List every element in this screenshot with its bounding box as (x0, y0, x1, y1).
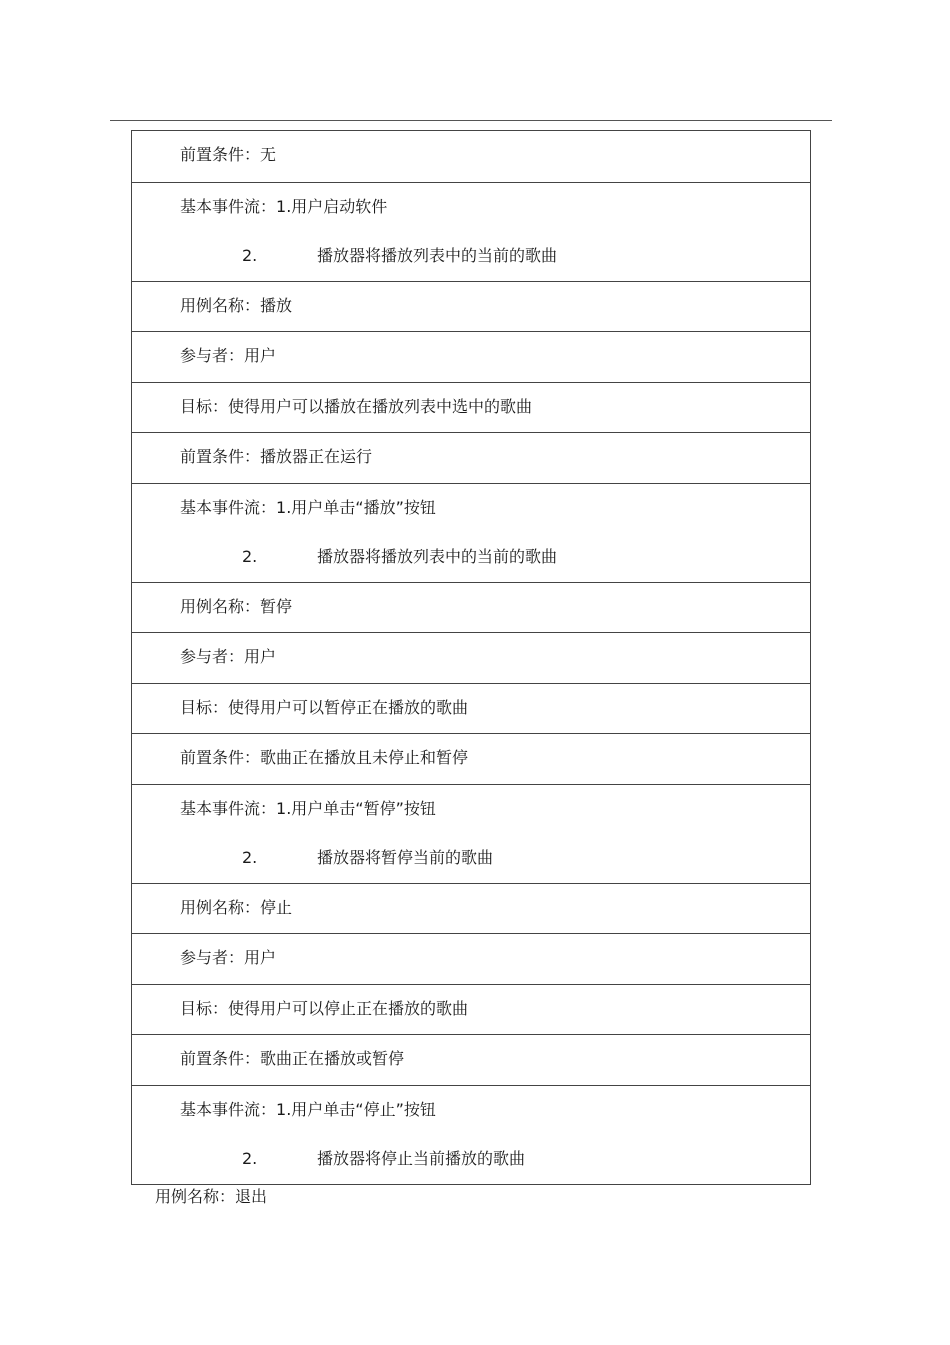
row-label: 基本事件流： (180, 798, 277, 818)
flow-step-number: 2. (242, 1148, 258, 1168)
row-label: 目标： (180, 697, 229, 717)
row-value: 使得用户可以停止正在播放的歌曲 (228, 998, 469, 1018)
basic-flow-row (132, 1085, 810, 1184)
row-label: 用例名称： (180, 596, 261, 616)
row-value: 使得用户可以暂停正在播放的歌曲 (228, 697, 469, 717)
goal-row (132, 683, 810, 734)
flow-step-number: 2. (242, 245, 258, 265)
flow-step-2: 播放器将播放列表中的当前的歌曲 (317, 245, 558, 265)
row-label: 参与者： (180, 948, 245, 967)
row-label: 用例名称： (155, 1187, 236, 1206)
actor-row (132, 632, 810, 683)
row-label: 参与者： (180, 346, 245, 365)
flow-step-1: 1.用户启动软件 (276, 196, 388, 216)
flow-step-number: 2. (242, 546, 258, 566)
row-value: 用户 (244, 647, 277, 666)
actor-row (132, 933, 810, 984)
basic-flow-row (132, 182, 810, 281)
row-value: 用户 (244, 948, 277, 967)
actor-row (132, 331, 810, 382)
header-rule (110, 120, 832, 121)
goal-row (132, 382, 810, 433)
row-label: 参与者： (180, 647, 245, 666)
row-value: 退出 (235, 1187, 268, 1206)
row-label: 前置条件： (180, 1049, 261, 1068)
usecase-name-row (132, 883, 810, 934)
precondition-row (132, 1034, 810, 1085)
row-label: 前置条件： (180, 447, 261, 466)
row-value: 播放 (260, 295, 293, 315)
flow-step-2: 播放器将暂停当前的歌曲 (317, 847, 494, 867)
precondition-row (132, 432, 810, 483)
row-value: 暂停 (260, 596, 293, 616)
basic-flow-row (132, 784, 810, 883)
row-label: 用例名称： (180, 897, 261, 917)
usecase-name-row (132, 281, 810, 332)
row-value: 停止 (260, 897, 293, 917)
row-value: 无 (260, 145, 277, 164)
row-value: 歌曲正在播放或暂停 (260, 1049, 405, 1068)
row-label: 基本事件流： (180, 497, 277, 517)
row-label: 前置条件： (180, 145, 261, 164)
row-label: 用例名称： (180, 295, 261, 315)
row-label: 基本事件流： (180, 196, 277, 216)
row-label: 目标： (180, 396, 229, 416)
row-value: 播放器正在运行 (260, 447, 373, 466)
goal-row (132, 984, 810, 1035)
row-value: 使得用户可以播放在播放列表中选中的歌曲 (228, 396, 533, 416)
flow-step-1: 1.用户单击“暂停”按钮 (276, 798, 436, 818)
precondition-row (132, 733, 810, 784)
row-label: 前置条件： (180, 748, 261, 767)
usecase-name-row (132, 582, 810, 633)
row-label: 目标： (180, 998, 229, 1018)
row-label: 基本事件流： (180, 1099, 277, 1119)
flow-step-2: 播放器将停止当前播放的歌曲 (317, 1148, 526, 1168)
flow-step-number: 2. (242, 847, 258, 867)
usecase-name-trailing (155, 1186, 267, 1208)
flow-step-1: 1.用户单击“播放”按钮 (276, 497, 436, 517)
precondition-row (132, 131, 810, 182)
flow-step-1: 1.用户单击“停止”按钮 (276, 1099, 436, 1119)
usecase-table (131, 130, 811, 1185)
row-value: 歌曲正在播放且未停止和暂停 (260, 748, 469, 767)
row-value: 用户 (244, 346, 277, 365)
basic-flow-row (132, 483, 810, 582)
flow-step-2: 播放器将播放列表中的当前的歌曲 (317, 546, 558, 566)
